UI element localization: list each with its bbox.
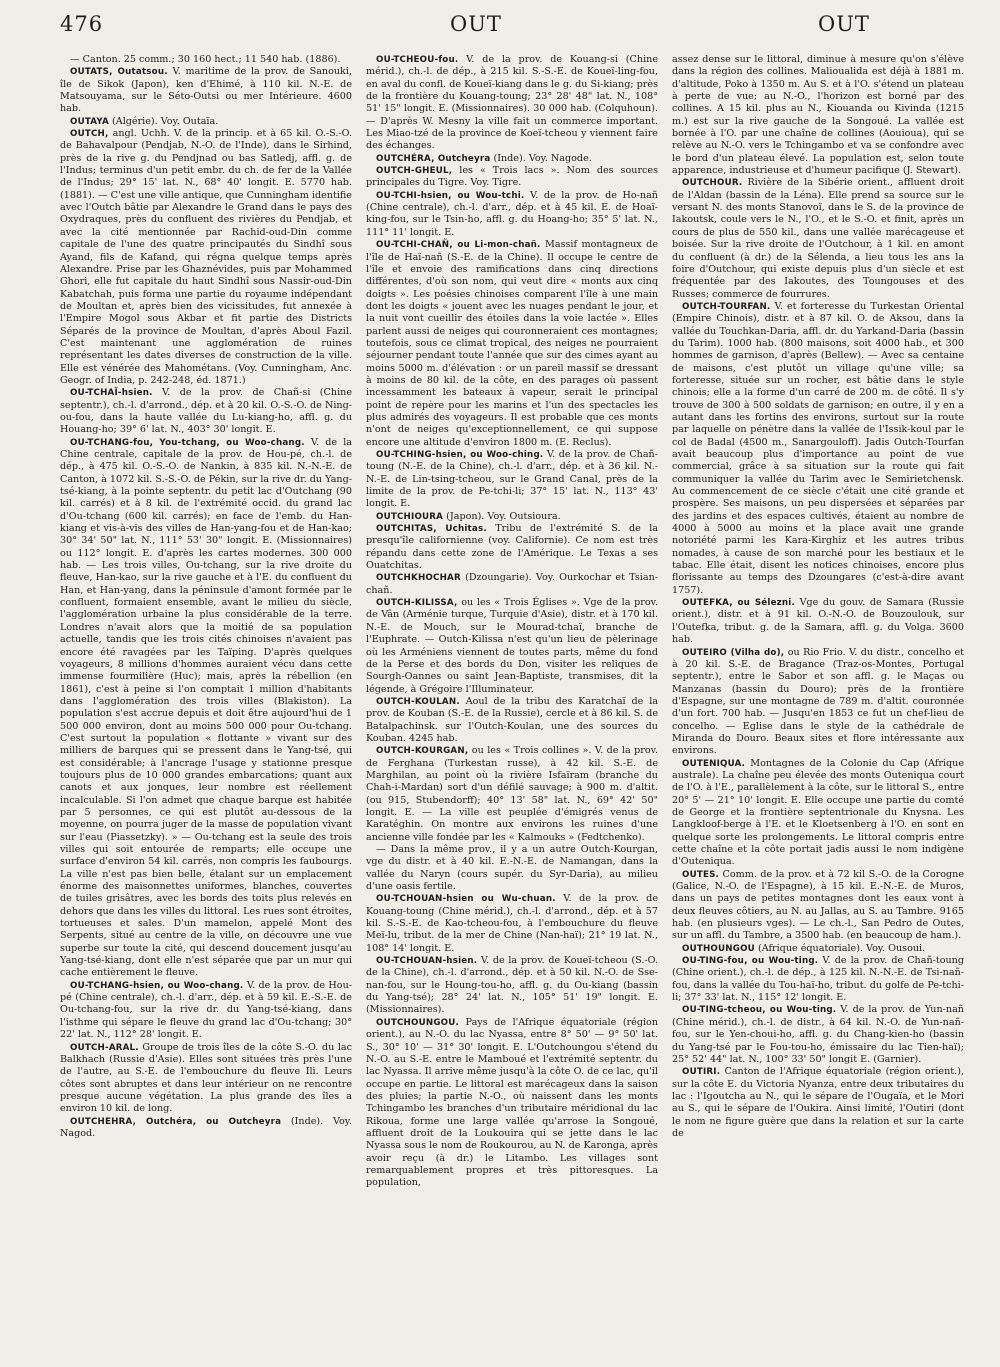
entry-headword: OUTHOUNGOU — [682, 943, 755, 954]
entry-text: (Algérie). Voy. Outaïa. — [108, 115, 219, 127]
dictionary-entry — [672, 955, 964, 1004]
dictionary-entry — [366, 511, 658, 523]
entry-headword: OU-TCHI-hsien, ou Wou-tchi. — [376, 190, 525, 201]
dictionary-entry — [366, 165, 658, 190]
dictionary-entry — [672, 758, 964, 869]
entry-text: Rivière de la Sibérie orient., affluent droit de l'Aldan (bassin de la Léna). Elle prend sa source sur le versant N. des monts Stanovoï, dans le S. de la province de Iakoutsk, coule vers le N., l'O., et le S.-O. et finit, après un cours de plus de 550 kil., dans une vallée marécageuse et boisée. Sur la rive droite de l'Outchour, à 1 kil. en amont du confluent (à dr.) de la Sélenda, a lieu tous les ans la foire d'Outchour, qui existe depuis plus d'un siècle et est fréquentée par des Iakoutes, des Toungouses et des Russes; commerce de fourrures. — [672, 177, 964, 300]
dictionary-entry — [366, 844, 658, 893]
dictionary-entry — [366, 239, 658, 449]
entry-headword: OUTCHÉRA, Outcheyra — [376, 153, 491, 164]
entry-text: Canton de l'Afrique équatoriale (région orient.), sur la côte E. du Victoria Nyanza, entre deux tributaires du lac : l'Igoutcha au N., qui le sépare de l'Ougaïa, et le Mori au S., qui le sépare de l'Oukira. Ainsi limité, l'Outiri (dont le nom ne figure guère que dans la relation et sur la carte de — [672, 1066, 964, 1139]
entry-headword: OUTCHITAS, Uchitas. — [376, 524, 487, 535]
entry-text: V. de la prov. de Chañ-toung (Chine orient.), ch.-l. de dép., à 125 kil. N.-N.-E. de Tsi-nañ-fou, dans la vallée du Tou-haï-ho, tribut. du golfe de Pe-tchi-li; 37° 33' lat. N., 115° 12' longit. E. — [672, 955, 964, 1004]
entry-headword: OUTCHIOURA — [376, 511, 444, 522]
entry-text: V. maritime de la prov. de Sanouki, île de Sikok (Japon), ken d'Ehimé, à 110 kil. N.-E. de Matsouyama, sur le Séto-Outsi ou mer Intérieure. 4600 hab. — [60, 66, 352, 115]
entry-text: (Dzoungarie). Voy. Ourkochar et Tsian-chañ. — [366, 572, 658, 596]
entry-text: ou Rio Frio. V. du distr., concelho et à 20 kil. S.-E. de Bragance (Traz-os-Montes, Portugal septentr.), entre le Sabor et son affl. g. le Maças ou Manzanas (bassin du Douro); près de la frontière d'Espagne, sur une montagne de 789 m. d'altit. couronnée d'un fort. 700 hab. — Jusqu'en 1853 ce fut un chef-lieu de concelho. — Eglise dans le style de la cathédrale de Miranda do Douro. Beaux sites et flore intéressante aux environs. — [672, 646, 964, 757]
entry-text: angl. Uchh. V. de la princip. et à 65 kil. O.-S.-O. de Bahavalpour (Pendjab, N.-O. de l'Inde), dans le Sirhind, près de la rive g. du Pendjnad ou bas Satledj, affl. g. de l'Indus; terminus d'un petit embr. du ch. de fer de la Vallée de l'Indus; 29° 15' lat. N., 68° 40' longit. E. 5770 hab. (1881). — C'est une ville antique, que Cunningham identifie avec l'Outch bâtie par Alexandre le Grand dans le pays des Oxydraques, près du confluent des rivières du Pendjab, et avec la cité mentionnée par Rachid-oud-Din comme capitale de l'une des quatre principautés du Sindhî sous Ayand, fils de Kafand, qui régna quelque temps après Alexandre. Prise par les Ghaznévides, puis par Mohammed Ghori, elle fut capitale du haut Sindhî sous Nassir-oud-Din Kabatchah, puis forma une partie du royaume indépendant de Moultan et, après bien des vicissitudes, fut annexée à l'Empire Mogol sous Akbar et fit partie des Districts Séparés de la province de Moultan, d'après Aboul Fazil. C'est maintenant une agglomération de ruines représentant les dates diverses de construction de la ville. Elle est vénérée des Mahométans. (Voy. Cunningham, Anc. Geogr. of India, p. 242-248, éd. 1871.) — [60, 128, 352, 386]
entry-headword: OU-TING-fou, ou Wou-ting. — [682, 956, 819, 967]
dictionary-entry — [366, 449, 658, 511]
entry-text: ou les « Trois collines ». V. de la prov. de Ferghana (Turkestan russe), à 42 kil. S.-E. de Marghilan, au point où la rivière Isfaïram (branche du Chah-i-Mardan) sort d'un défilé sauvage; à 900 m. d'altit. (ou 915, Stubendorff); 40° 13' 58" lat. N., 69° 42' 50" longit. E. — La ville est peuplée d'émigrés venus de Karatéghin. On montre aux environs les ruines d'une ancienne ville fondée par les « Kalmouks » (Fedtchenko). — [366, 745, 658, 843]
entry-text: — Canton. 25 comm.; 30 160 hect.; 11 540 hab. (1886). — [70, 54, 341, 65]
dictionary-entry — [366, 54, 658, 153]
entry-headword: OU-TCHOUAN-hsien. — [376, 956, 478, 967]
entry-headword: OU-TCHAÏ-hsien. — [70, 388, 153, 399]
dictionary-entry — [672, 1004, 964, 1066]
page-number: 476 — [60, 12, 104, 36]
dictionary-entry — [366, 572, 658, 597]
dictionary-entry — [366, 955, 658, 1017]
dictionary-entry — [366, 190, 658, 239]
entry-text: V. de la prov. de Kouang-toung (Chine mérid.), ch.-l. d'arrond., dép. et à 57 kil. S.-S.-E. de Kao-tcheou-fou, à l'embouchure du fleuve Meï-lu, tribut. de la mer de Chine (Nan-haï); 21° 19 lat. N., 108° 14' longit. E. — [366, 893, 658, 954]
entry-text: Groupe de trois îles de la côte S.-O. du lac Balkhach (Russie d'Asie). Elles sont situées très près l'une de l'autre, au S.-E. de l'embouchure du fleuve Ili. Leurs côtes sont abruptes et dans leur intérieur on ne rencontre presque aucune végétation. La plus grande des îles a environ 10 kil. de long. — [60, 1041, 352, 1115]
entry-headword: OU-TCHING-hsien, ou Woo-ching. — [376, 450, 544, 460]
entry-text: V. de la prov. de Yun-nañ (Chine mérid.), ch.-l. de distr., à 64 kil. N.-O. de Yun-nañ-fou, sur le Yen-choui-ho, affl. g. du Chang-kien-ho (bassin du Yang-tsé par le Fou-tou-ho, émissaire du lac Tien-haï); 25° 52' 44" lat. N., 100° 33' 50" longit E. (Garnier). — [672, 1004, 964, 1065]
dictionary-entry — [60, 54, 352, 66]
dictionary-entry — [672, 177, 964, 300]
entry-headword: OU-TCHANG-hsien, ou Woo-chang. — [70, 980, 244, 991]
page-header — [0, 12, 1000, 52]
entry-headword: OUTCH-ARAL. — [70, 1042, 139, 1053]
dictionary-entry — [672, 301, 964, 597]
entry-text: V. de la prov. de Kouang-si (Chine mérid.), ch.-l. de dép., à 215 kil. S.-S.-E. de Koueï-ling-fou, en aval du confl. de Koueï-kiang dans le g. du Si-kiang; près de la frontière du Kouang-toung; 23° 28' 48" lat. N., 108° 51' 15" longit. E. (Missionnaires). 30 000 hab. (Colquhoun). — D'après W. Mesny la ville fait un commerce important. Les Miao-tzé de la province de Koeï-tcheou y viennent faire des échanges. — [366, 54, 658, 152]
entry-headword: OU-TCHI-CHAÑ, ou Li-mon-chañ. — [376, 240, 541, 251]
entry-text: V. de la prov. de Chañ-toung (N.-E. de la Chine), ch.-l. d'arr., dép. et à 36 kil. N.-N.-E. de Lin-tsing-tcheou, sur le Grand Canal, près de la limite de la prov. de Pe-tchi-li; 37° 15' lat. N., 113° 43' longit. E. — [366, 449, 658, 510]
entry-headword: OUTCHKHOCHAR — [376, 573, 461, 584]
entry-text: Pays de l'Afrique équatoriale (région orient.), au N.-O. du lac Nyassa, entre 8° 50' — 9° 50' lat. S., 30° 10' — 31° 30' longit. E. L'Outchoungou s'étend du N.-O. au S.-E. entre le Mamboué et l'extrémité septentr. du lac Nyassa. Il arrive même jusqu'à la côte O. de ce lac, qu'il occupe en partie. Le littoral est marécageux dans la saison des pluies; la partie N.-O., où naissent dans les monts Tchingambo les branches d'un tributaire méridional du lac Rikoua, forme une large vallée qu'arrose la Songoué, affluent droit de la Loukouira qui se jette dans le lac Nyassa sous le nom de Roukourou, au N. de Karonga, après avoir reçu (à dr.) le Litambo. Les villages sont remarquablement propres et très pittoresques. La population, — [366, 1016, 658, 1189]
entry-text: (Afrique équatoriale). Voy. Ousoui. — [754, 942, 926, 954]
entry-text: (Inde). Voy. Nagod. — [60, 1115, 352, 1139]
entry-text: V. de la prov. de Ho-nañ (Chine centrale), ch.-l. d'arr., dép. et à 45 kil. E. de Hoaï-king-fou, sur le Tsin-ho, affl. g. du Hoang-ho; 35° 5' lat. N., 111° 11' longit. E. — [366, 189, 658, 238]
column-3 — [672, 54, 964, 1354]
dictionary-entry — [366, 153, 658, 165]
dictionary-entry — [672, 943, 964, 955]
column-2 — [366, 54, 658, 1354]
dictionary-entry — [672, 647, 964, 758]
entry-headword: OUTCHOUNGOU. — [376, 1017, 459, 1028]
entry-text: Vge du gouv. de Samara (Russie orient.), distr. et à 91 kil. O.-N.-O. de Bouzoulouk, sur l'Outefka, tribut. g. de la Samara, affl. g. du Volga. 3600 hab. — [672, 597, 964, 646]
dictionary-entry — [366, 893, 658, 955]
dictionary-entry — [60, 1042, 352, 1116]
entry-text: V. et forteresse du Turkestan Oriental (Empire Chinois), distr. et à 87 kil. O. de Aksou, dans la vallée du Touchkan-Daria, affl. dr. du Yarkand-Daria (bassin du Tarim). 1000 hab. (800 maisons, soit 4000 hab., et 300 hommes de garnison, d'après (Bellew). — Avec sa centaine de maisons, c'est plutôt un village qu'une ville; sa forteresse, située sur un rocher, est bâtie dans le style chinois; elle a la forme d'un carré de 200 m. de côté. Il s'y trouve de 300 à 500 soldats de garnison; en outre, il y en a autant dans les fortins des environs, surtout sur la route par laquelle on pénètre dans la vallée de l'Issik-koul par le col de Badal (4500 m., Sanargouloff). Jadis Outch-Tourfan avait beaucoup plus d'importance au point de vue commercial, grâce à sa situation sur la route qui fait communiquer la vallée du Tarim avec le Semirietchensk. Au commencement de ce siècle c'était une cité grande et prospère. Ses maisons, un peu dispersées et séparées par des jardins et des espaces cultivés, étaient au nombre de 4000 à 5000 au moins et la place avait une grande notoriété parmi les Kara-Kirghiz et les autres tribus nomades, à cause de son marché pour les bestiaux et le tabac. Elle était, disent les notices chinoises, encore plus florissante au temps des Dzoungares (c'est-à-dire avant 1757). — [672, 300, 964, 596]
entry-headword: OUTEFKA, ou Sélezni. — [682, 598, 795, 609]
running-head-right: OUT — [818, 12, 870, 36]
entry-text: — Dans la même prov., il y a un autre Outch-Kourgan, vge du distr. et à 40 kil. E.-N.-E. de Namangan, dans la vallée du Naryn (cours supér. du Syr-Daria), au milieu d'une oasis fertile. — [366, 844, 658, 893]
dictionary-entry — [672, 1066, 964, 1140]
dictionary-entry — [366, 523, 658, 572]
entry-headword: OUTIRI. — [682, 1067, 721, 1078]
entry-headword: OUTCH-KILISSA, — [376, 598, 458, 609]
dictionary-entry — [60, 116, 352, 128]
dictionary-entry — [366, 1017, 658, 1190]
entry-text: Tribu de l'extrémité S. de la presqu'île californienne (voy. Californie). Ce nom est très répandu dans cette zone de l'Amérique. Le Texas a ses Ouatchitas. — [366, 523, 658, 572]
entry-text: ou les « Trois Églises ». Vge de la prov. de Vân (Arménie turque, Turquie d'Asie), distr. et à 170 kil. N.-E. de Mouch, sur le Mourad-tchaï, branche de l'Euphrate. — Outch-Kilissa n'est qu'un lieu de pèlerinage où les Arméniens viennent de toutes parts, même du fond de la Perse et des bords du Don, visiter les reliques de Sourgh-Oannes ou saint Jean-Baptiste, transmises, dit la légende, à Grégoire l'Illuminateur. — [366, 597, 658, 695]
dictionary-entry — [60, 66, 352, 115]
entry-headword: OUTCH, — [70, 129, 109, 140]
dictionary-entry — [60, 437, 352, 980]
entry-text: Montagnes de la Colonie du Cap (Afrique australe). La chaîne peu élevée des monts Outeniqua court de l'O. à l'E., parallèlement à la côte, sur le littoral S., entre 20° 5' — 21° 10' longit. E. Elle occupe une partie du comté de George et la frontière septentrionale du Knysna. Les Langkloof-berge à l'E. et le Kloetsenberg à l'O. en sont en quelque sorte les prolongements. Le littoral compris entre cette chaîne et la côte portait jadis aussi le nom indigène d'Outeniqua. — [672, 757, 964, 868]
entry-headword: OUTCH-KOURGAN, — [376, 746, 469, 757]
entry-headword: OU-TCHANG-fou, You-tchang, ou Woo-chang. — [70, 437, 305, 448]
entry-headword: OUTCH-KOULAN. — [376, 696, 460, 707]
entry-headword: OU-TING-tcheou, ou Wou-ting. — [682, 1005, 837, 1016]
entry-text: V. de la prov. de Koueï-tcheou (S.-O. de la Chine), ch.-l. d'arrond., dép. et à 50 kil. N.-O. de Sse-nan-fou, sur le Houng-tou-ho, affl. g. du Ou-kiang (bassin du Yang-tsé); 28° 24' lat. N., 105° 51' 19" longit. E. (Missionnaires). — [366, 955, 658, 1016]
dictionary-entry — [672, 54, 964, 177]
text-columns — [60, 54, 965, 1354]
entry-headword: OU-TCHEOU-fou. — [376, 55, 459, 65]
entry-text: V. de la prov. de Hou-pé (Chine centrale), ch.-l. d'arr., dép. et à 59 kil. E.-S.-E. de Ou-tchang-fou, sur la rive dr. du Yang-tsé-kiang, dans l'isthme qui sépare le fleuve du grand lac d'Ou-tchang; 30° 22' lat. N., 112° 28' longit. E. — [60, 979, 352, 1041]
entry-headword: OUTATS, Outatsou. — [70, 67, 168, 78]
dictionary-entry — [60, 1116, 352, 1141]
dictionary-entry — [672, 869, 964, 943]
entry-headword: OUTCHOUR. — [682, 178, 743, 189]
dictionary-entry — [366, 696, 658, 745]
running-head-left: OUT — [450, 12, 502, 36]
dictionary-entry — [366, 597, 658, 696]
entry-headword: OUTEIRO (Vilha do), — [682, 647, 785, 658]
dictionary-entry — [60, 128, 352, 387]
entry-headword: OUTENIQUA. — [682, 758, 746, 769]
entry-headword: OUTCH-GHEUL, — [376, 166, 453, 177]
dictionary-entry — [60, 387, 352, 436]
entry-text: les « Trois lacs ». Nom des sources principales du Tigre. Voy. Tigre. — [366, 165, 658, 189]
column-1 — [60, 54, 352, 1354]
entry-text: (Inde). Voy. Nagode. — [490, 152, 592, 164]
entry-text: (Japon). Voy. Outsioura. — [443, 510, 561, 522]
dictionary-entry — [672, 597, 964, 646]
dictionary-entry — [60, 980, 352, 1042]
entry-headword: OUTAYA — [70, 116, 109, 127]
entry-headword: OU-TCHOUAN-hsien ou Wu-chuan. — [376, 894, 556, 905]
entry-text: Aoul de la tribu des Karatchaï de la prov. de Kouban (S.-E. de la Russie), cercle et à 86 kil. S. de Batalpachinsk. sur l'Outch-Koulan, une des sources du Kouban. 4245 hab. — [366, 695, 658, 744]
entry-text: V. de la Chine centrale, capitale de la prov. de Hou-pé, ch.-l. de dép., à 475 kil. O.-S.-O. de Nankin, à 835 kil. N.-N.-E. de Canton, à 1072 kil. S.-S.-O. de Pékin, sur la rive dr. du Yang-tsé-kiang, à la pointe septentr. du petit lac d'Outchang (90 kil. carrés) et à 8 kil. de l'extrémité occid. du grand lac d'Ou-tchang (600 kil. carrés); en face de l'emb. du Han-kiang et vis-à-vis des villes de Han-yang-fou et de Han-kao; 30° 34' 50" lat. N., 111° 53' 30" longit. E. (Missionnaires) ou 112° longit. E. d'après les cartes modernes. 300 000 hab. — Les trois villes, Ou-tchang, sur la rive droite du fleuve, Han-kao, sur la rive gauche et à l'E. du confluent du Han, et Han-yang, dans la péninsule d'amont formée par le confluent, formaient ensemble, avant le milieu du siècle, l'agglomération urbaine la plus considérable de la terre. Londres n'avait alors que la moitié de sa population actuelle, tandis que les trois cités chinoises n'avaient pas encore été ravagées par les Taïping. D'après quelques voyageurs, 8 millions d'hommes auraient vécu dans cette immense fourmilière (Huc); mais, après la rébellion (en 1861), c'est à peine si l'on comptait 1 million d'habitants dans l'agglomération des trois villes (Blakiston). La population s'est accrue depuis et doit être aujourd'hui de 1 500 000 environ, dont au moins 500 000 pour Ou-tchang. C'est surtout la population « flottante » vivant sur des milliers de barques qui se pressent dans le Yang-tsé, qui est considérable; à l'ancrage l'usage y stationne presque toujours plus de 10 000 grandes embarcations; quant aux canots et aux jonques, leur nombre est réellement incalculable. Si l'on admet que chaque barque est habitée par 5 personnes, ce qui est plutôt au-dessous de la moyenne, on pourra juger de la masse de population vivant sur l'eau (Piassetzky). » — Ou-tchang est la seule des trois villes qui soit entourée de remparts; elle occupe une surface d'environ 54 kil. carrés, non compris les faubourgs. La ville n'est pas bien belle, étalant sur un emplacement énorme des maisonnettes uniformes, blanches, couvertes de tuiles grisâtres, avec les bords des toits plus relevés en dehors que dans les villes du littoral. Les rues sont étroites, tortueuses et sales. D'un mamelon, appelé Mont des Serpents, situé au centre de la ville, on découvre une vue superbe sur toute la cité, qui descend doucement jusqu'au Yang-tsé-kiang, dont elle n'est séparée que par un mur qui cache entièrement le fleuve. — [60, 436, 352, 979]
entry-headword: OUTCH-TOURFAN. — [682, 301, 771, 312]
entry-headword: OUTES. — [682, 869, 720, 880]
entry-text: Massif montagneux de l'île de Haï-nañ (S.-E. de la Chine). Il occupe le centre de l'île et envoie des ramifications dans cinq directions différentes, d'où son nom, qui veut dire « monts aux cinq doigts ». Les poésies chinoises comparent l'île à une main dont les doigts « jouent avec les nuages pendant le jour, et la nuit vont cueillir des étoiles dans la voie lactée ». Elles parlent aussi de neiges qui couronneraient ces montagnes; toutefois, sous ce climat tropical, des neiges ne pourraient séjourner pendant toute l'année que sur des cimes ayant au moins 5000 m. d'élévation : or un pareil massif se dressant à moins de 80 kil. de la côte, en des parages où passent incessamment les bateaux à vapeur, serait le principal point de repère pour les marins et l'un des spectacles les plus admirés des voyageurs. Il est probable que ces monts n'ont de neiges qu'exceptionnellement, ce qui suppose encore une altitude d'environ 1800 m. (E. Reclus). — [366, 239, 658, 448]
entry-text: assez dense sur le littoral, diminue à mesure qu'on s'élève dans la région des collines. Malioualida est déjà à 1881 m. d'altitude, Poko à 1350 m. Au S. et à l'O. s'étend un plateau à perte de vue; au N.-O., l'horizon est borné par des collines. A 15 kil. plus au N., Kiouanda ou Kivinda (1215 m.) est sur la rive gauche de la Songoué. La vallée est bornée à l'O. par une chaîne de collines (Aouioua), qui se relève au N.-O. vers le Tchingambo et va se confondre avec le bord d'un plateau élevé. La population est, selon toute apparence, industrieuse et d'humeur pacifique (J. Stewart). — [672, 54, 964, 177]
entry-text: V. de la prov. de Chañ-si (Chine septentr.), ch.-l. d'arrond., dép. et à 20 kil. O.-S.-O. de Ning-ou-fou, dans la haute vallée du Lu-kiang-ho, affl. g. du Houang-ho; 39° 6' lat. N., 403° 30' longit. E. — [60, 387, 352, 436]
entry-text: Comm. de la prov. et à 72 kil S.-O. de la Corogne (Galice, N.-O. de l'Espagne), à 15 kil. E.-N.-E. de Muros, dans un pays de petites montagnes dont les eaux vont à deux fleuves côtiers, au N. au Jallas, au S. au Tambre. 9165 hab. (en plusieurs vges). — Le ch.-l., San Pedro de Outes, sur un affl. du Tambre, a 3500 hab. (en beaucoup de ham.). — [672, 868, 964, 942]
entry-headword: OUTCHEHRA, Outchéra, ou Outcheyra — [70, 1116, 282, 1127]
dictionary-entry — [366, 745, 658, 844]
